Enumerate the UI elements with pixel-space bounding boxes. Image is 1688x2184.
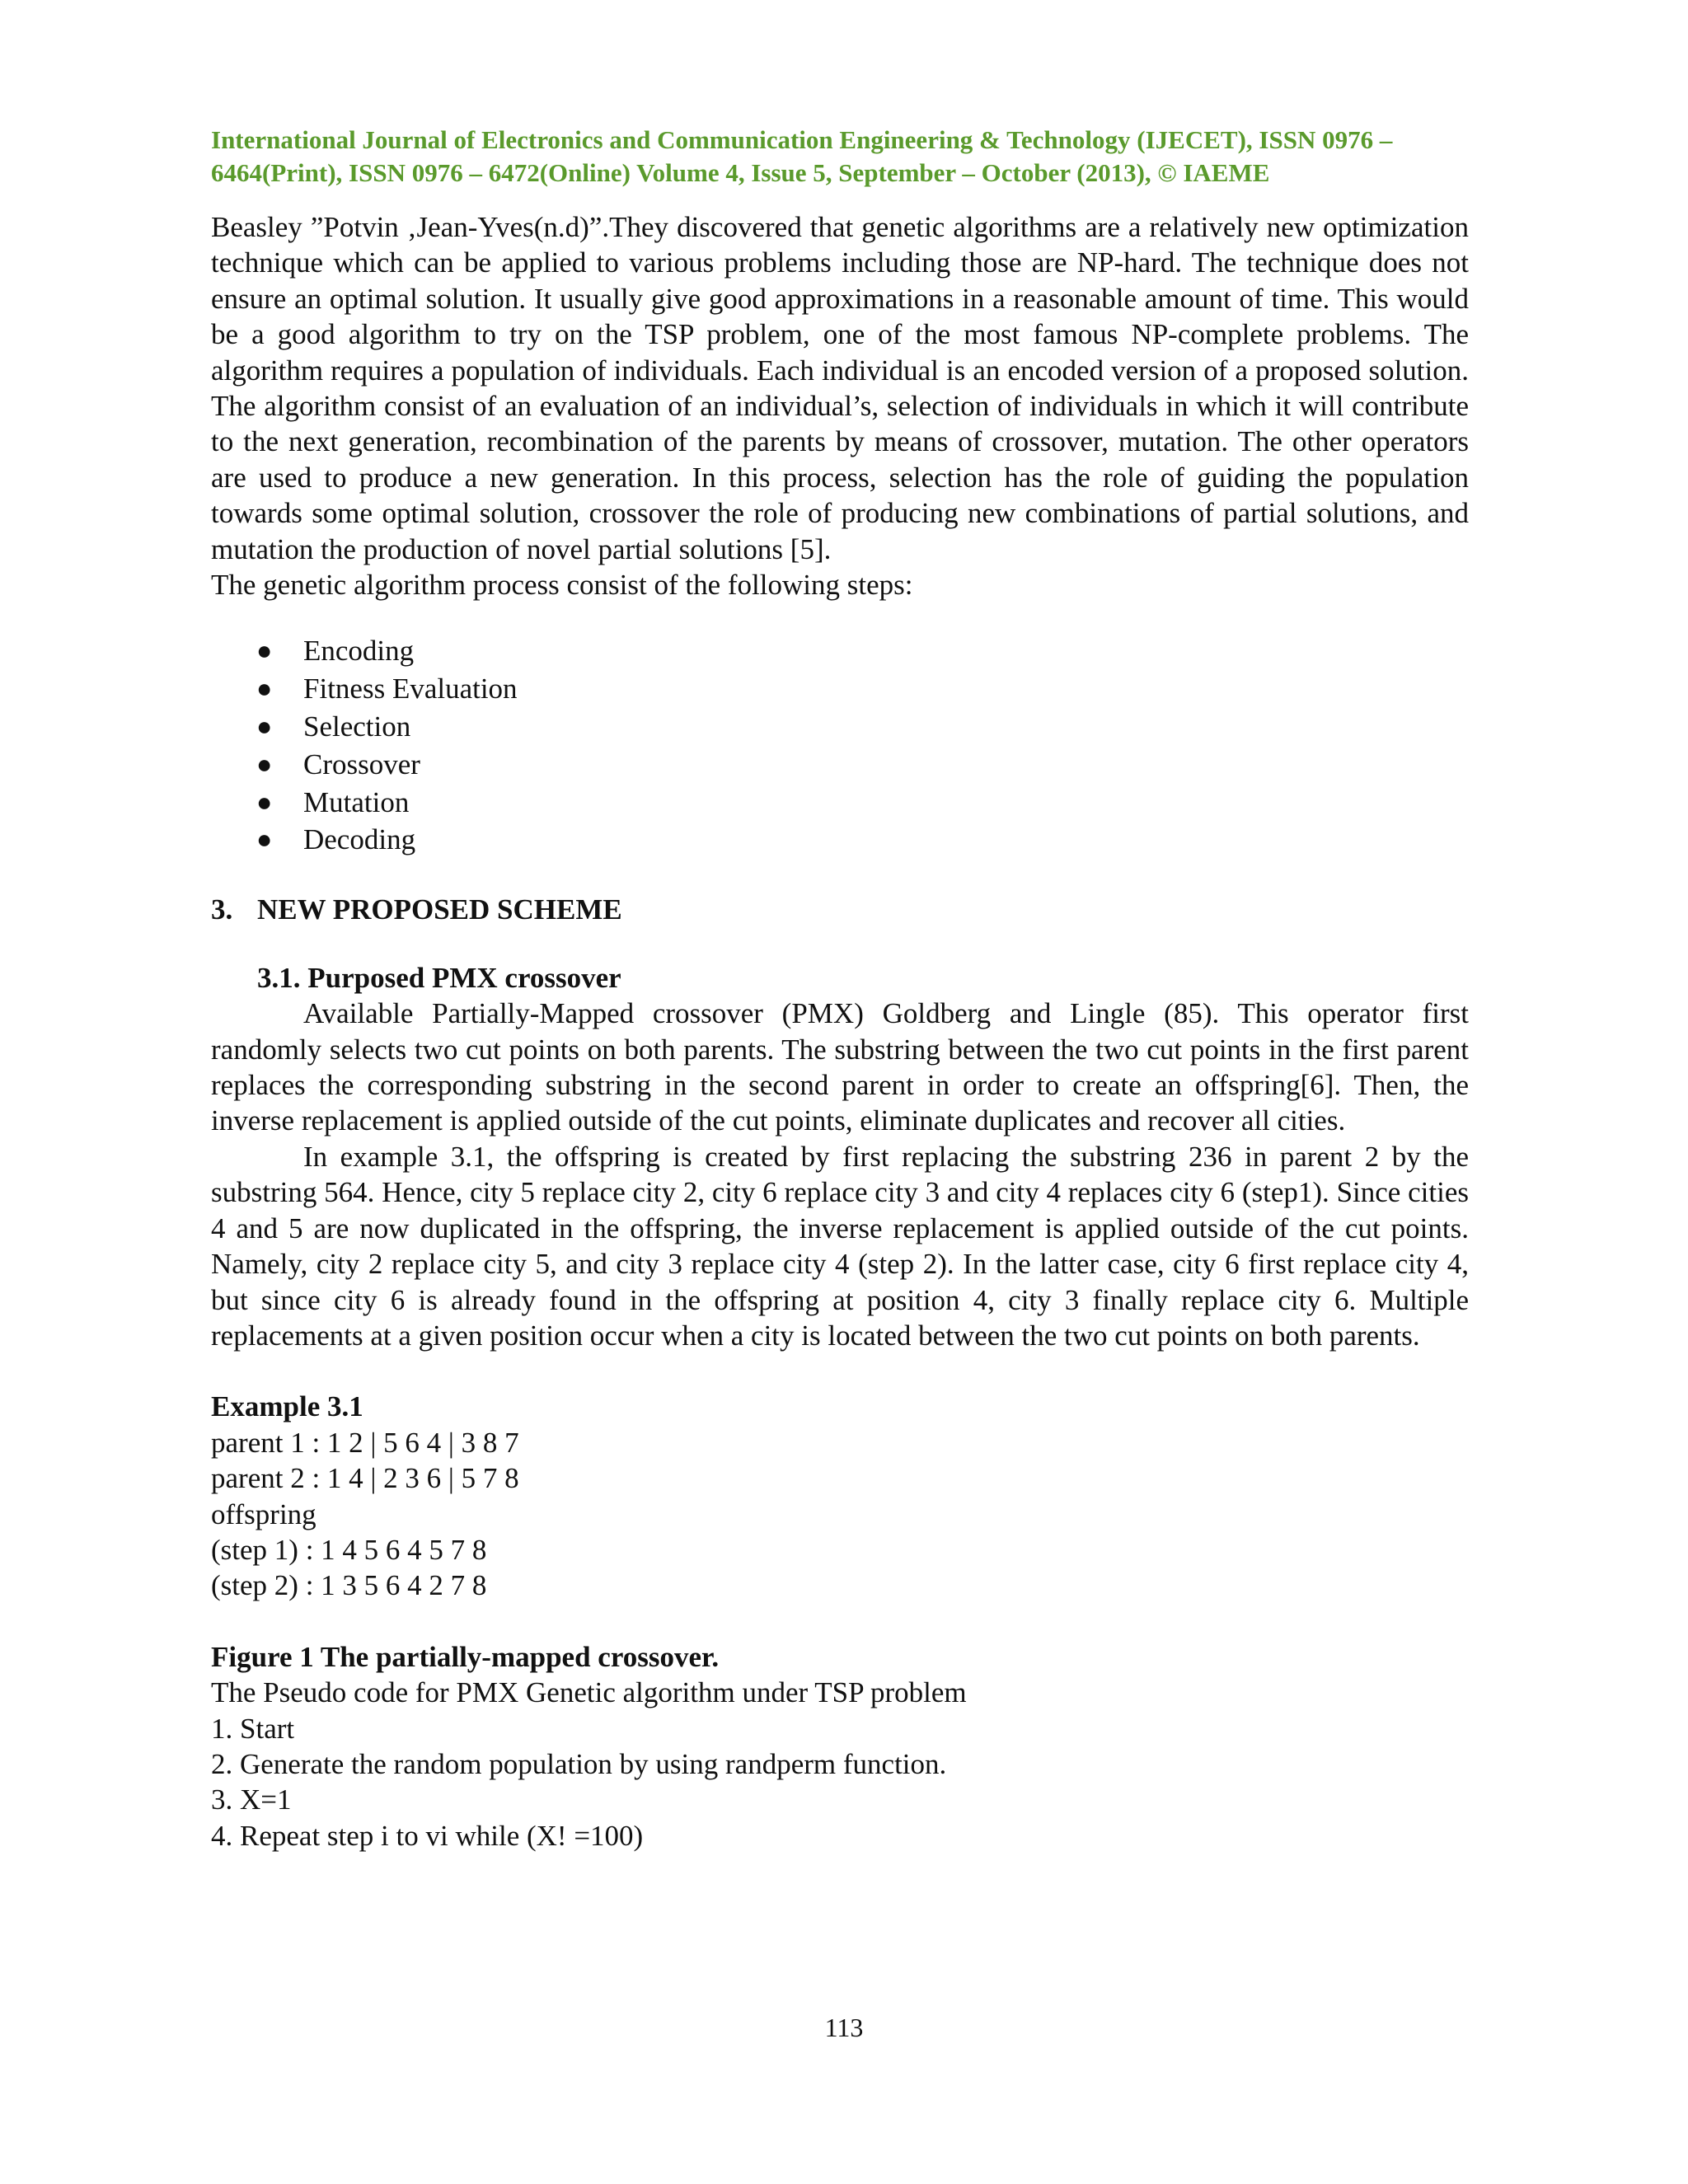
list-item	[211, 708, 1469, 746]
example-title: Example 3.1	[211, 1390, 363, 1423]
list-item-label: Selection	[303, 710, 411, 743]
list-item	[211, 821, 1469, 859]
pseudo-code-line: 3. X=1	[211, 1783, 292, 1816]
list-item-label: Mutation	[303, 785, 410, 818]
bullet-icon: ●	[256, 748, 273, 779]
list-item	[211, 784, 1469, 822]
bullet-icon: ●	[256, 711, 273, 742]
section-number: 3.	[211, 893, 233, 926]
page-content	[211, 124, 1469, 1854]
example-line: parent 1 : 1 2 | 5 6 4 | 3 8 7	[211, 1426, 519, 1459]
pmx-paragraph-2: In example 3.1, the offspring is created by first replacing the substring 236 in parent 2 by the substring 564. Hence, city 5 replace city 2, city 6 replace city 3 and city 4 replaces city 6 (step1). Since cities 4 and 5 are now duplicated in the offspring, the inverse replacement is applied outside of the cut points. Namely, city 2 replace city 5, and city 3 replace city 4 (step 2). In the latter case, city 6 first replace city 4, but since city 6 is already found in the offspring at position 4, city 3 finally replace city 6. Multiple replacements at a given position occur when a city is located between the two cut points on both parents.	[211, 1140, 1469, 1352]
journal-header	[211, 124, 1469, 190]
bullet-icon: ●	[256, 786, 273, 817]
steps-list	[211, 632, 1469, 859]
list-item	[211, 632, 1469, 670]
pmx-paragraph-1: Available Partially-Mapped crossover (PMX) Goldberg and Lingle (85). This operator first randomly selects two cut points on both parents. The substring between the two cut points in the first parent replaces the corresponding substring in the second parent in order to create an offspring[6]. Then, the inverse replacement is applied outside of the cut points, eliminate duplicates and recover all cities.	[211, 997, 1469, 1137]
example-line: (step 2) : 1 3 5 6 4 2 7 8	[211, 1569, 487, 1602]
list-item	[211, 746, 1469, 784]
steps-lead-text: The genetic algorithm process consist of the following steps:	[211, 569, 913, 602]
pseudo-code-line: 4. Repeat step i to vi while (X! =100)	[211, 1819, 644, 1852]
list-item-label: Decoding	[303, 823, 416, 856]
bullet-icon: ●	[256, 635, 273, 666]
section-3-heading	[211, 892, 1469, 927]
list-item-label: Fitness Evaluation	[303, 673, 518, 705]
journal-header-line-2: 6464(Print), ISSN 0976 – 6472(Online) Volume 4, Issue 5, September – October (2013), © IAEME	[211, 158, 1270, 187]
example-line: offspring	[211, 1497, 316, 1530]
pseudo-code-line: 2. Generate the random population by using randperm function.	[211, 1747, 947, 1780]
pseudo-code-lead: The Pseudo code for PMX Genetic algorithm under TSP problem	[211, 1676, 967, 1709]
list-item-label: Crossover	[303, 748, 420, 780]
example-line: parent 2 : 1 4 | 2 3 6 | 5 7 8	[211, 1462, 519, 1495]
figure-caption: Figure 1 The partially-mapped crossover.	[211, 1640, 720, 1673]
intro-paragraph: Beasley ”Potvin ‚Jean-Yves(n.d)”.They discovered that genetic algorithms are a relatively new optimization technique which can be applied to various problems including those are NP-hard. The technique does not ensure an optimal solution. It usually give good approximations in a reasonable amount of time. This would be a good algorithm to try on the TSP problem, one of the most famous NP-complete problems. The algorithm requires a population of individuals. Each individual is an encoded version of a proposed solution. The algorithm consist of an evaluation of an individual’s, selection of individuals in which it will contribute to the next generation, recombination of the parents by means of crossover, mutation. The other operators are used to produce a new generation. In this process, selection has the role of guiding the population towards some optimal solution, crossover the role of producing new combinations of partial solutions, and mutation the production of novel partial solutions [5].	[211, 211, 1469, 565]
bullet-icon: ●	[256, 673, 273, 704]
subsection-3-1-heading: 3.1. Purposed PMX crossover	[257, 962, 621, 995]
example-block	[211, 1389, 1469, 1603]
figure-block	[211, 1639, 1469, 1854]
section-title: NEW PROPOSED SCHEME	[257, 893, 622, 926]
bullet-icon: ●	[256, 824, 273, 855]
page-number: 113	[824, 2013, 864, 2042]
journal-header-line-1: International Journal of Electronics and Communication Engineering & Technology (IJECET), ISSN 0976 –	[211, 125, 1393, 154]
list-item-label: Encoding	[303, 635, 415, 668]
example-line: (step 1) : 1 4 5 6 4 5 7 8	[211, 1533, 487, 1566]
pseudo-code-line: 1. Start	[211, 1712, 295, 1745]
list-item	[211, 670, 1469, 708]
